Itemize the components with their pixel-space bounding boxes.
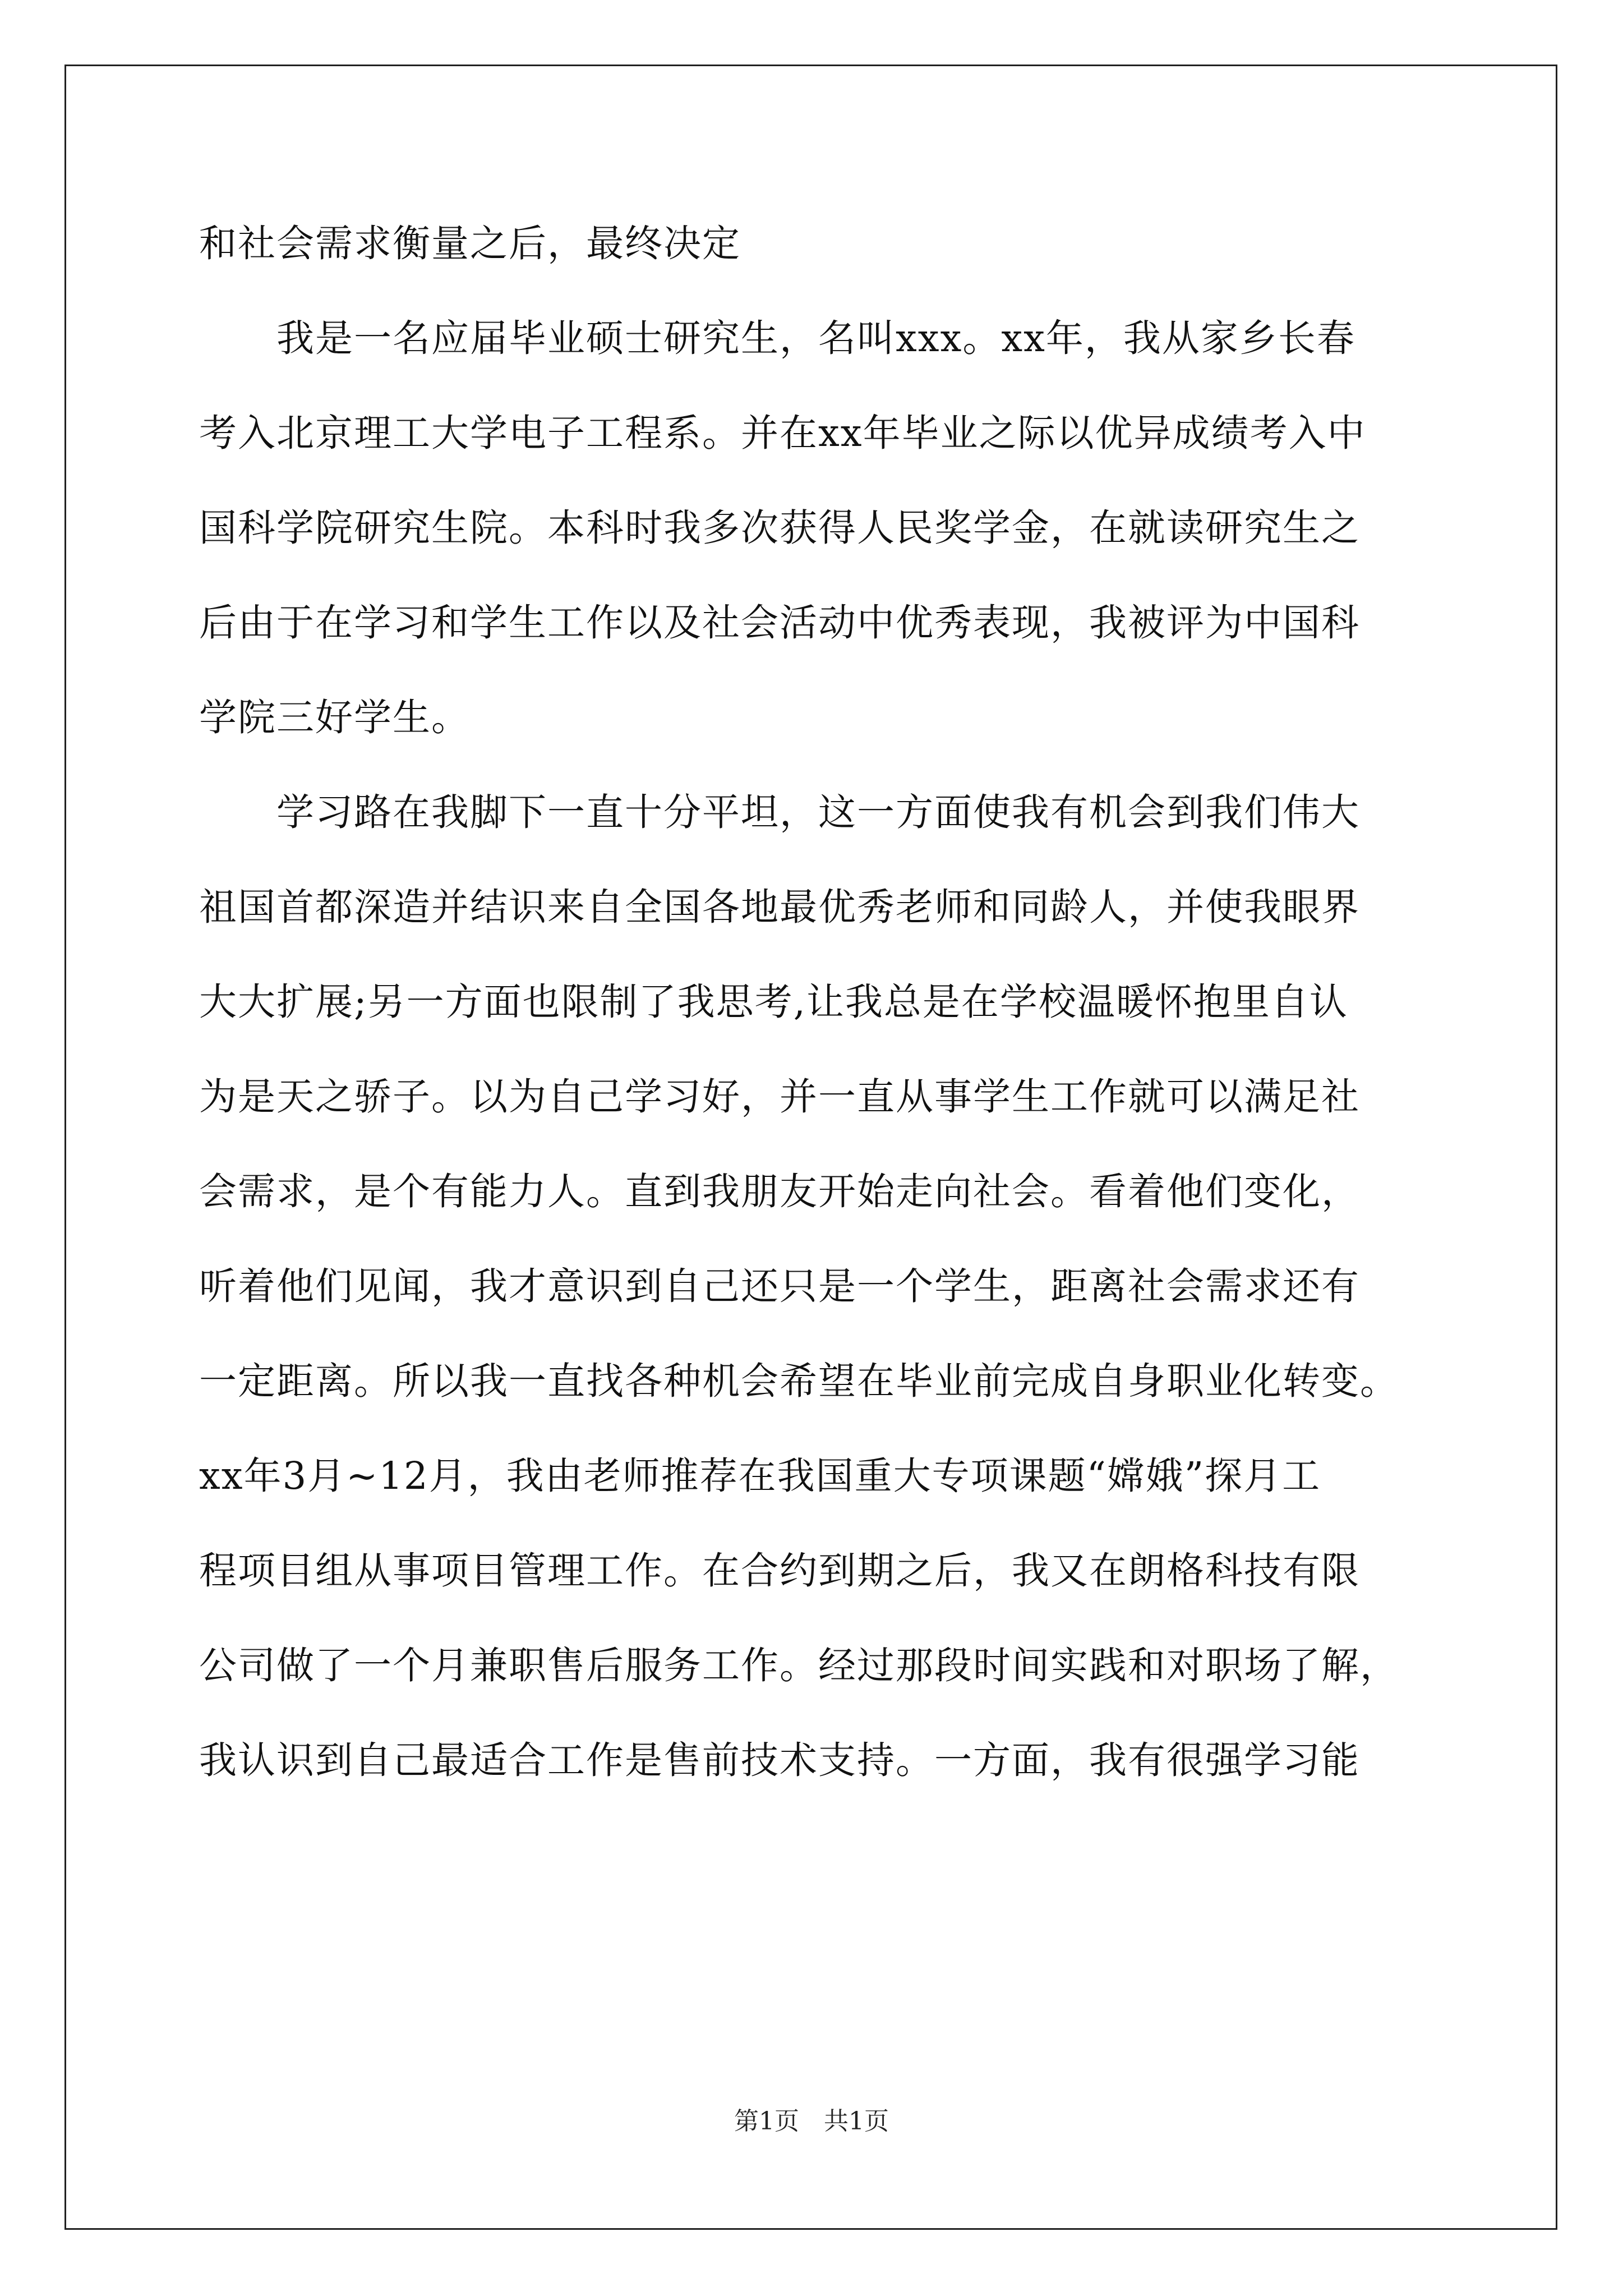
document-body xyxy=(199,196,1453,1808)
text-line: 国科学院研究生院。本科时我多次获得人民奖学金，在就读研究生之 xyxy=(199,506,1360,550)
text-line: 我是一名应届毕业硕士研究生，名叫xxx。xx年，我从家乡长春 xyxy=(199,316,1355,360)
text-line: 听着他们见闻，我才意识到自己还只是一个学生，距离社会需求还有 xyxy=(199,1264,1360,1308)
text-line: 考入北京理工大学电子工程系。并在xx年毕业之际以优异成绩考入中 xyxy=(199,411,1366,455)
text-line: 和社会需求衡量之后，最终决定 xyxy=(199,222,741,265)
text-line: 学院三好学生。 xyxy=(199,696,470,739)
text-line: 我认识到自己最适合工作是售前技术支持。一方面，我有很强学习能 xyxy=(199,1738,1360,1782)
text-line: xx年3月~12月，我由老师推荐在我国重大专项课题“嫦娥”探月工 xyxy=(199,1454,1321,1498)
text-line: 学习路在我脚下一直十分平坦，这一方面使我有机会到我们伟大 xyxy=(199,790,1360,834)
text-line: 一定距离。所以我一直找各种机会希望在毕业前完成自身职业化转变。 xyxy=(199,1359,1399,1403)
text-line: 后由于在学习和学生工作以及社会活动中优秀表现，我被评为中国科 xyxy=(199,601,1360,645)
text-line: 祖国首都深造并结识来自全国各地最优秀老师和同龄人，并使我眼界 xyxy=(199,885,1360,929)
text-line: 大大扩展;另一方面也限制了我思考,让我总是在学校温暖怀抱里自认 xyxy=(199,980,1348,1024)
text-line: 会需求，是个有能力人。直到我朋友开始走向社会。看着他们变化， xyxy=(199,1170,1360,1213)
text-line: 为是天之骄子。以为自己学习好，并一直从事学生工作就可以满足社 xyxy=(199,1075,1360,1119)
text-line: 公司做了一个月兼职售后服务工作。经过那段时间实践和对职场了解， xyxy=(199,1644,1399,1687)
page-number-footer: 第1页 共1页 xyxy=(734,2107,889,2136)
text-line: 程项目组从事项目管理工作。在合约到期之后，我又在朗格科技有限 xyxy=(199,1549,1360,1593)
